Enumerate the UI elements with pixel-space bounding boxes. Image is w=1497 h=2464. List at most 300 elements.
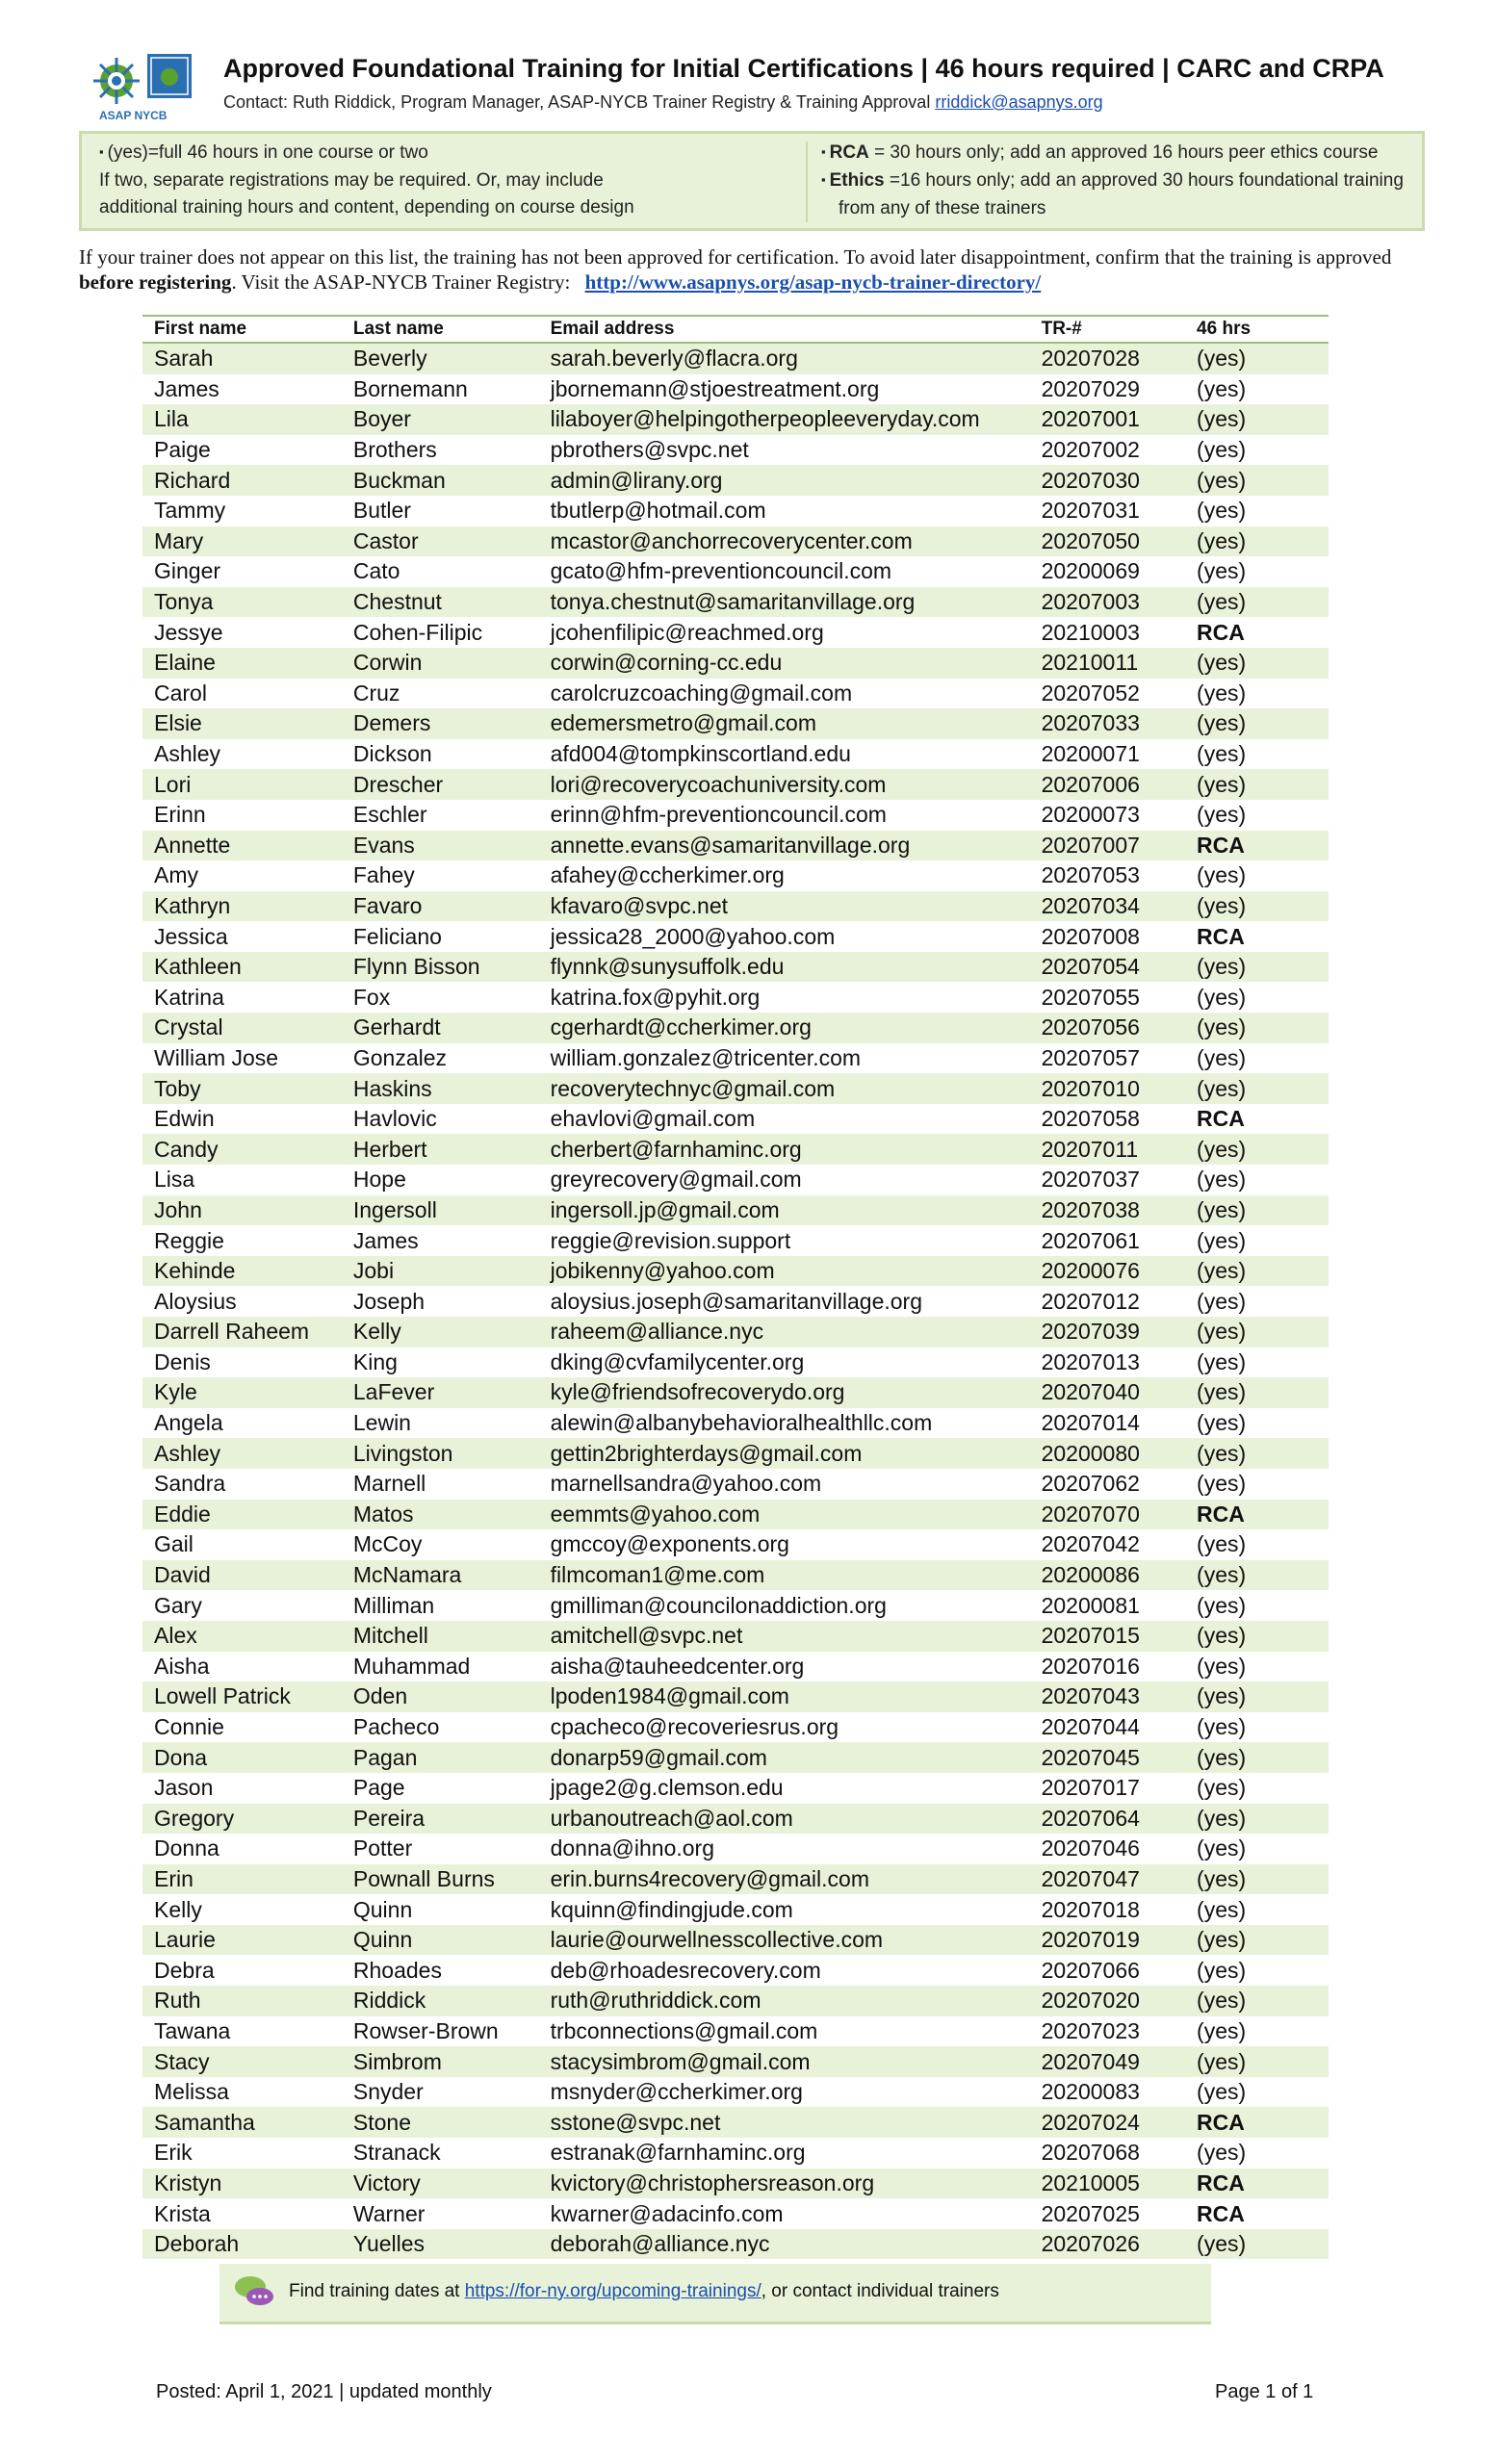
hours-cell: (yes) <box>1177 1256 1329 1287</box>
first-name-cell: Elsie <box>142 708 342 739</box>
tr-number-cell: 20207068 <box>1030 2138 1177 2169</box>
asap-nycb-logo <box>91 50 199 125</box>
hours-cell: RCA <box>1177 921 1329 952</box>
tr-number-cell: 20210005 <box>1030 2169 1177 2199</box>
legend-left <box>99 140 792 221</box>
tr-number-cell: 20207025 <box>1030 2198 1177 2229</box>
chat-bubble-icon <box>233 2273 275 2310</box>
first-name-cell: Lori <box>142 769 342 800</box>
hours-cell: (yes) <box>1177 2138 1329 2169</box>
table-row <box>142 648 1329 679</box>
first-name-cell: Paige <box>142 435 342 466</box>
email-cell: gcato@hfm-preventioncouncil.com <box>539 556 1030 587</box>
table-row <box>142 2229 1329 2260</box>
first-name-cell: Angela <box>142 1408 342 1439</box>
email-cell: amitchell@svpc.net <box>539 1621 1030 1652</box>
hours-cell: (yes) <box>1177 891 1329 922</box>
email-cell: ehavlovi@gmail.com <box>539 1104 1030 1135</box>
last-name-cell: Simbrom <box>342 2046 539 2077</box>
hours-cell: (yes) <box>1177 2229 1329 2260</box>
email-cell: filmcoman1@me.com <box>539 1560 1030 1591</box>
hours-cell: (yes) <box>1177 556 1329 587</box>
last-name-cell: Lewin <box>342 1408 539 1439</box>
email-cell: msnyder@ccherkimer.org <box>539 2077 1030 2108</box>
hours-cell: (yes) <box>1177 1834 1329 1864</box>
table-row <box>142 1500 1329 1530</box>
hours-cell: (yes) <box>1177 1590 1329 1621</box>
tr-number-cell: 20207017 <box>1030 1773 1177 1804</box>
table-row <box>142 404 1329 435</box>
last-name-cell: Milliman <box>342 1590 539 1621</box>
email-cell: raheem@alliance.nyc <box>539 1317 1030 1348</box>
last-name-cell: Pereira <box>342 1804 539 1835</box>
hours-cell: (yes) <box>1177 1134 1329 1165</box>
first-name-cell: Sarah <box>142 343 342 374</box>
table-row <box>142 860 1329 891</box>
table-row <box>142 800 1329 831</box>
first-name-cell: Eddie <box>142 1500 342 1530</box>
email-cell: jbornemann@stjoestreatment.org <box>539 374 1030 405</box>
table-row <box>142 2016 1329 2047</box>
email-cell: admin@lirany.org <box>539 465 1030 496</box>
email-cell: annette.evans@samaritanvillage.org <box>539 831 1030 861</box>
last-name-cell: Haskins <box>342 1073 539 1104</box>
email-cell: kquinn@findingjude.com <box>539 1894 1030 1925</box>
tr-number-cell: 20207020 <box>1030 1986 1177 2016</box>
first-name-cell: Gary <box>142 1590 342 1621</box>
last-name-cell: James <box>342 1225 539 1256</box>
last-name-cell: Cruz <box>342 679 539 709</box>
tr-number-cell: 20207038 <box>1030 1195 1177 1226</box>
email-cell: dking@cvfamilycenter.org <box>539 1348 1030 1378</box>
email-cell: kvictory@christophersreason.org <box>539 2169 1030 2199</box>
first-name-cell: Kehinde <box>142 1256 342 1287</box>
contact-line <box>223 92 1103 113</box>
email-cell: kfavaro@svpc.net <box>539 891 1030 922</box>
table-row <box>142 1377 1329 1408</box>
tr-number-cell: 20207010 <box>1030 1073 1177 1104</box>
tr-number-cell: 20210011 <box>1030 648 1177 679</box>
tr-number-cell: 20207047 <box>1030 1864 1177 1895</box>
email-cell: deb@rhoadesrecovery.com <box>539 1955 1030 1986</box>
first-name-cell: Aisha <box>142 1652 342 1682</box>
first-name-cell: Tonya <box>142 587 342 618</box>
last-name-cell: Gonzalez <box>342 1043 539 1074</box>
hours-cell: RCA <box>1177 831 1329 861</box>
bullet-icon: ▪ <box>821 144 826 159</box>
hours-cell: (yes) <box>1177 1225 1329 1256</box>
email-cell: jpage2@g.clemson.edu <box>539 1773 1030 1804</box>
table-row <box>142 679 1329 709</box>
hours-cell: (yes) <box>1177 769 1329 800</box>
table-row <box>142 1013 1329 1043</box>
last-name-cell: Cato <box>342 556 539 587</box>
page-title: Approved Foundational Training for Initial Certifications | 46 hours required | CARC and CRPA <box>223 54 1384 83</box>
hours-cell: (yes) <box>1177 860 1329 891</box>
last-name-cell: LaFever <box>342 1377 539 1408</box>
hours-cell: (yes) <box>1177 1408 1329 1439</box>
last-name-cell: Chestnut <box>342 587 539 618</box>
hours-cell: (yes) <box>1177 1742 1329 1773</box>
email-cell: lpoden1984@gmail.com <box>539 1681 1030 1712</box>
table-row <box>142 465 1329 496</box>
email-cell: lori@recoverycoachuniversity.com <box>539 769 1030 800</box>
last-name-cell: Drescher <box>342 769 539 800</box>
table-row <box>142 1256 1329 1287</box>
last-name-cell: Cohen-Filipic <box>342 617 539 648</box>
tr-number-cell: 20207054 <box>1030 952 1177 983</box>
last-name-cell: Muhammad <box>342 1652 539 1682</box>
upcoming-trainings-link[interactable]: https://for-ny.org/upcoming-trainings/ <box>464 2281 761 2301</box>
last-name-cell: Dickson <box>342 739 539 770</box>
table-row <box>142 1165 1329 1195</box>
first-name-cell: Krista <box>142 2198 342 2229</box>
table-row <box>142 891 1329 922</box>
table-row <box>142 1773 1329 1804</box>
hours-cell: (yes) <box>1177 1986 1329 2016</box>
last-name-cell: Kelly <box>342 1317 539 1348</box>
first-name-cell: Gail <box>142 1529 342 1560</box>
email-cell: alewin@albanybehavioralhealthllc.com <box>539 1408 1030 1439</box>
first-name-cell: David <box>142 1560 342 1591</box>
email-cell: gettin2brighterdays@gmail.com <box>539 1438 1030 1469</box>
email-cell: ruth@ruthriddick.com <box>539 1986 1030 2016</box>
last-name-cell: Warner <box>342 2198 539 2229</box>
email-cell: afd004@tompkinscortland.edu <box>539 739 1030 770</box>
tr-number-cell: 20207062 <box>1030 1469 1177 1500</box>
last-name-cell: Butler <box>342 496 539 526</box>
tr-number-cell: 20207058 <box>1030 1104 1177 1135</box>
hours-cell: (yes) <box>1177 1165 1329 1195</box>
first-name-cell: Laurie <box>142 1925 342 1956</box>
email-cell: erinn@hfm-preventioncouncil.com <box>539 800 1030 831</box>
last-name-cell: McNamara <box>342 1560 539 1591</box>
tr-number-cell: 20207011 <box>1030 1134 1177 1165</box>
table-row <box>142 1286 1329 1317</box>
first-name-cell: Deborah <box>142 2229 342 2260</box>
first-name-cell: Katrina <box>142 982 342 1013</box>
hours-cell: (yes) <box>1177 1864 1329 1895</box>
first-name-cell: Crystal <box>142 1013 342 1043</box>
first-name-cell: Debra <box>142 1955 342 1986</box>
email-cell: kwarner@adacinfo.com <box>539 2198 1030 2229</box>
last-name-cell: Havlovic <box>342 1104 539 1135</box>
hours-cell: RCA <box>1177 617 1329 648</box>
email-cell: edemersmetro@gmail.com <box>539 708 1030 739</box>
last-name-cell: Snyder <box>342 2077 539 2108</box>
hours-cell: (yes) <box>1177 2016 1329 2047</box>
hours-cell: (yes) <box>1177 1560 1329 1591</box>
tr-number-cell: 20207013 <box>1030 1348 1177 1378</box>
training-dates-text: Find training dates at https://for-ny.org/upcoming-trainings/, or contact individual trainers <box>289 2281 999 2301</box>
email-cell: urbanoutreach@aol.com <box>539 1804 1030 1835</box>
table-row <box>142 1712 1329 1743</box>
first-name-cell: Ashley <box>142 1438 342 1469</box>
last-name-cell: Victory <box>342 2169 539 2199</box>
hours-cell: (yes) <box>1177 1955 1329 1986</box>
first-name-cell: Kyle <box>142 1377 342 1408</box>
tr-number-cell: 20200086 <box>1030 1560 1177 1591</box>
table-row <box>142 952 1329 983</box>
first-name-cell: Reggie <box>142 1225 342 1256</box>
email-cell: jessica28_2000@yahoo.com <box>539 921 1030 952</box>
tr-number-cell: 20207066 <box>1030 1955 1177 1986</box>
tr-number-cell: 20207049 <box>1030 2046 1177 2077</box>
hours-cell: (yes) <box>1177 1286 1329 1317</box>
hours-cell: (yes) <box>1177 1348 1329 1378</box>
first-name-cell: Denis <box>142 1348 342 1378</box>
legend-right <box>821 140 1418 222</box>
first-name-cell: Tawana <box>142 2016 342 2047</box>
last-name-cell: McCoy <box>342 1529 539 1560</box>
table-row <box>142 1925 1329 1956</box>
last-name-cell: Boyer <box>342 404 539 435</box>
last-name-cell: Potter <box>342 1834 539 1864</box>
first-name-cell: Dona <box>142 1742 342 1773</box>
email-cell: afahey@ccherkimer.org <box>539 860 1030 891</box>
hours-cell: (yes) <box>1177 496 1329 526</box>
email-cell: marnellsandra@yahoo.com <box>539 1469 1030 1500</box>
last-name-cell: Mitchell <box>342 1621 539 1652</box>
tr-number-cell: 20207007 <box>1030 831 1177 861</box>
table-row <box>142 1469 1329 1500</box>
first-name-cell: Carol <box>142 679 342 709</box>
table-row <box>142 1043 1329 1074</box>
hours-cell: (yes) <box>1177 1377 1329 1408</box>
table-row <box>142 526 1329 557</box>
first-name-cell: Mary <box>142 526 342 557</box>
tr-number-cell: 20207046 <box>1030 1834 1177 1864</box>
tr-number-cell: 20200076 <box>1030 1256 1177 1287</box>
email-cell: tbutlerp@hotmail.com <box>539 496 1030 526</box>
hours-cell: (yes) <box>1177 1621 1329 1652</box>
tr-number-cell: 20207042 <box>1030 1529 1177 1560</box>
tr-number-cell: 20207044 <box>1030 1712 1177 1743</box>
table-row <box>142 1073 1329 1104</box>
table-row <box>142 556 1329 587</box>
table-row <box>142 1894 1329 1925</box>
registry-notice: If your trainer does not appear on this list, the training has not been approved for certification. To avoid later disappointment, confirm that the training is approved before registering. Visit the ASAP-NYCB Trainer Registry: http://www.asapnys.org/asap-nycb-trainer-directory/ <box>79 245 1392 294</box>
first-name-cell: Gregory <box>142 1804 342 1835</box>
tr-number-cell: 20207033 <box>1030 708 1177 739</box>
last-name-cell: Eschler <box>342 800 539 831</box>
hours-cell: (yes) <box>1177 1773 1329 1804</box>
hours-cell: (yes) <box>1177 1804 1329 1835</box>
last-name-cell: Feliciano <box>342 921 539 952</box>
tr-number-cell: 20207002 <box>1030 435 1177 466</box>
email-cell: deborah@alliance.nyc <box>539 2229 1030 2260</box>
trainer-registry-link[interactable]: http://www.asapnys.org/asap-nycb-trainer-directory/ <box>584 270 1042 294</box>
first-name-cell: Amy <box>142 860 342 891</box>
tr-number-cell: 20207064 <box>1030 1804 1177 1835</box>
first-name-cell: Kelly <box>142 1894 342 1925</box>
table-row <box>142 1529 1329 1560</box>
last-name-cell: Beverly <box>342 343 539 374</box>
training-dates-box <box>219 2264 1211 2324</box>
last-name-cell: Stranack <box>342 2138 539 2169</box>
first-name-cell: Annette <box>142 831 342 861</box>
first-name-cell: Donna <box>142 1834 342 1864</box>
email-cell: gmccoy@exponents.org <box>539 1529 1030 1560</box>
legend-box <box>79 131 1425 231</box>
email-cell: greyrecovery@gmail.com <box>539 1165 1030 1195</box>
last-name-cell: Fox <box>342 982 539 1013</box>
email-cell: eemmts@yahoo.com <box>539 1500 1030 1530</box>
first-name-cell: Ruth <box>142 1986 342 2016</box>
table-row <box>142 435 1329 466</box>
tr-number-cell: 20207043 <box>1030 1681 1177 1712</box>
tr-number-cell: 20200081 <box>1030 1590 1177 1621</box>
table-row <box>142 617 1329 648</box>
tr-number-cell: 20207045 <box>1030 1742 1177 1773</box>
hours-cell: (yes) <box>1177 1469 1329 1500</box>
tr-number-cell: 20207057 <box>1030 1043 1177 1074</box>
table-row <box>142 1225 1329 1256</box>
email-cell: cgerhardt@ccherkimer.org <box>539 1013 1030 1043</box>
email-cell: ingersoll.jp@gmail.com <box>539 1195 1030 1226</box>
first-name-cell: Erin <box>142 1864 342 1895</box>
tr-number-cell: 20207015 <box>1030 1621 1177 1652</box>
hours-cell: RCA <box>1177 2107 1329 2138</box>
last-name-cell: Livingston <box>342 1438 539 1469</box>
tr-number-cell: 20207052 <box>1030 679 1177 709</box>
first-name-cell: Edwin <box>142 1104 342 1135</box>
first-name-cell: James <box>142 374 342 405</box>
tr-number-cell: 20207056 <box>1030 1013 1177 1043</box>
hours-cell: (yes) <box>1177 1043 1329 1074</box>
hours-cell: (yes) <box>1177 1681 1329 1712</box>
first-name-cell: Jessica <box>142 921 342 952</box>
tr-number-cell: 20207061 <box>1030 1225 1177 1256</box>
table-row <box>142 1621 1329 1652</box>
table-row <box>142 1195 1329 1226</box>
hours-cell: (yes) <box>1177 1073 1329 1104</box>
tr-number-cell: 20207050 <box>1030 526 1177 557</box>
first-name-cell: Stacy <box>142 2046 342 2077</box>
first-name-cell: Aloysius <box>142 1286 342 1317</box>
first-name-cell: Samantha <box>142 2107 342 2138</box>
tr-number-cell: 20207026 <box>1030 2229 1177 2260</box>
last-name-cell: Buckman <box>342 465 539 496</box>
tr-number-cell: 20207024 <box>1030 2107 1177 2138</box>
svg-text:ASAP NYCB: ASAP NYCB <box>99 109 168 122</box>
email-cell: cherbert@farnhaminc.org <box>539 1134 1030 1165</box>
email-cell: kyle@friendsofrecoverydo.org <box>539 1377 1030 1408</box>
table-row <box>142 982 1329 1013</box>
first-name-cell: Kathryn <box>142 891 342 922</box>
hours-cell: RCA <box>1177 2198 1329 2229</box>
first-name-cell: Ashley <box>142 739 342 770</box>
table-row <box>142 921 1329 952</box>
email-cell: trbconnections@gmail.com <box>539 2016 1030 2047</box>
first-name-cell: Erinn <box>142 800 342 831</box>
hours-cell: (yes) <box>1177 526 1329 557</box>
first-name-cell: Lowell Patrick <box>142 1681 342 1712</box>
hours-cell: (yes) <box>1177 587 1329 618</box>
table-row <box>142 2138 1329 2169</box>
email-cell: reggie@revision.support <box>539 1225 1030 1256</box>
last-name-cell: Quinn <box>342 1894 539 1925</box>
first-name-cell: Connie <box>142 1712 342 1743</box>
legend-note-line: If two, separate registrations may be required. Or, may include <box>99 170 604 191</box>
table-row <box>142 1652 1329 1682</box>
header-tr-number: TR-# <box>1030 316 1177 343</box>
tr-number-cell: 20207070 <box>1030 1500 1177 1530</box>
first-name-cell: Candy <box>142 1134 342 1165</box>
last-name-cell: Corwin <box>342 648 539 679</box>
first-name-cell: Toby <box>142 1073 342 1104</box>
table-row <box>142 708 1329 739</box>
email-cell: lilaboyer@helpingotherpeopleeveryday.com <box>539 404 1030 435</box>
first-name-cell: Melissa <box>142 2077 342 2108</box>
hours-cell: (yes) <box>1177 739 1329 770</box>
tr-number-cell: 20207039 <box>1030 1317 1177 1348</box>
first-name-cell: Alex <box>142 1621 342 1652</box>
table-row <box>142 2107 1329 2138</box>
table-row <box>142 831 1329 861</box>
email-cell: pbrothers@svpc.net <box>539 435 1030 466</box>
header-email: Email address <box>539 316 1030 343</box>
hours-cell: RCA <box>1177 1500 1329 1530</box>
hours-cell: (yes) <box>1177 952 1329 983</box>
table-body <box>142 343 1329 2259</box>
hours-cell: (yes) <box>1177 1195 1329 1226</box>
last-name-cell: Brothers <box>342 435 539 466</box>
hours-cell: (yes) <box>1177 343 1329 374</box>
table-row <box>142 1438 1329 1469</box>
last-name-cell: Yuelles <box>342 2229 539 2260</box>
email-cell: carolcruzcoaching@gmail.com <box>539 679 1030 709</box>
table-row <box>142 2198 1329 2229</box>
tr-number-cell: 20200073 <box>1030 800 1177 831</box>
first-name-cell: Sandra <box>142 1469 342 1500</box>
tr-number-cell: 20200083 <box>1030 2077 1177 2108</box>
contact-email-link[interactable]: rriddick@asapnys.org <box>935 92 1103 112</box>
first-name-cell: Darrell Raheem <box>142 1317 342 1348</box>
hours-cell: (yes) <box>1177 1317 1329 1348</box>
table-row <box>142 1742 1329 1773</box>
last-name-cell: King <box>342 1348 539 1378</box>
page-number: Page 1 of 1 <box>1215 2381 1314 2402</box>
email-cell: recoverytechnyc@gmail.com <box>539 1073 1030 1104</box>
hours-cell: (yes) <box>1177 1529 1329 1560</box>
last-name-cell: Bornemann <box>342 374 539 405</box>
hours-cell: (yes) <box>1177 982 1329 1013</box>
tr-number-cell: 20207018 <box>1030 1894 1177 1925</box>
legend-ethics-line: ▪ Ethics =16 hours only; add an approved 30 hours foundational training <box>821 170 1404 191</box>
email-cell: stacysimbrom@gmail.com <box>539 2046 1030 2077</box>
header-46-hrs: 46 hrs <box>1177 316 1329 343</box>
tr-number-cell: 20207037 <box>1030 1165 1177 1195</box>
email-cell: donarp59@gmail.com <box>539 1742 1030 1773</box>
first-name-cell: Tammy <box>142 496 342 526</box>
table-row <box>142 1134 1329 1165</box>
table-row <box>142 587 1329 618</box>
email-cell: aloysius.joseph@samaritanvillage.org <box>539 1286 1030 1317</box>
first-name-cell: Elaine <box>142 648 342 679</box>
table-row <box>142 1804 1329 1835</box>
first-name-cell: John <box>142 1195 342 1226</box>
tr-number-cell: 20200069 <box>1030 556 1177 587</box>
email-cell: estranak@farnhaminc.org <box>539 2138 1030 2169</box>
first-name-cell: Jason <box>142 1773 342 1804</box>
legend-rca-line: ▪ RCA = 30 hours only; add an approved 16 hours peer ethics course <box>821 142 1379 163</box>
bullet-icon: ▪ <box>99 144 104 159</box>
last-name-cell: Matos <box>342 1500 539 1530</box>
hours-cell: (yes) <box>1177 404 1329 435</box>
last-name-cell: Rowser-Brown <box>342 2016 539 2047</box>
last-name-cell: Stone <box>342 2107 539 2138</box>
